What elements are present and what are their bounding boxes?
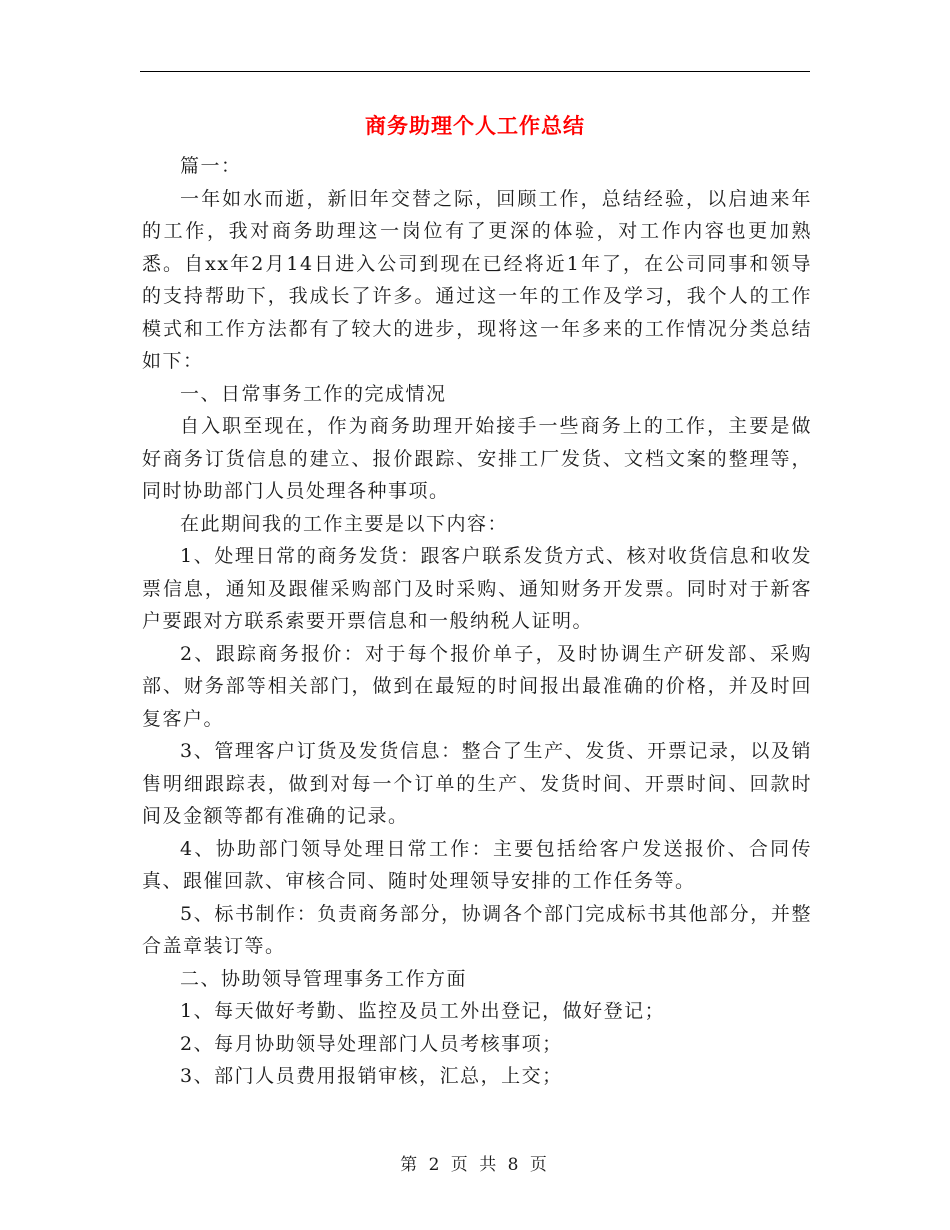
- document-title: 商务助理个人工作总结: [365, 113, 585, 138]
- header-rule: [140, 71, 810, 72]
- list-item: 3、管理客户订货及发货信息：整合了生产、发货、开票记录，以及销售明细跟踪表，做到对每一个订单的生产、发货时间、开票时间、回款时间及金额等都有准确的记录。: [142, 740, 812, 827]
- paragraph: 一年如水而逝，新旧年交替之际，回顾工作，总结经验，以启迪来年的工作，我对商务助理这一岗位有了更深的体验，对工作内容也更加熟悉。自xx年2月14日进入公司到现在已经将近1年了，在公司同事和领导的支持帮助下，我成长了许多。通过这一年的工作及学习，我个人的工作模式和工作方法都有了较大的进步，现将这一年多来的工作情况分类总结如下：: [142, 187, 812, 372]
- paragraph: 在此期间我的工作主要是以下内容：: [180, 512, 509, 535]
- list-item: 1、每天做好考勤、监控及员工外出登记，做好登记；: [180, 1000, 666, 1022]
- section-heading: 二、协助领导管理事务工作方面: [180, 967, 468, 990]
- paragraph: 篇一：: [180, 155, 242, 177]
- list-item: 3、部门人员费用报销审核，汇总，上交；: [180, 1065, 563, 1087]
- list-item: 2、跟踪商务报价：对于每个报价单子，及时协调生产研发部、采购部、财务部等相关部门，做到在最短的时间报出最准确的价格，并及时回复客户。: [142, 642, 812, 730]
- section-heading: 一、日常事务工作的完成情况: [180, 382, 447, 405]
- list-item: 4、协助部门领导处理日常工作：主要包括给客户发送报价、合同传真、跟催回款、审核合同、随时处理领导安排的工作任务等。: [142, 837, 812, 892]
- list-item: 5、标书制作：负责商务部分，协调各个部门完成标书其他部分，并整合盖章装订等。: [142, 902, 812, 957]
- list-item: 1、处理日常的商务发货：跟客户联系发货方式、核对收货信息和收发票信息，通知及跟催采购部门及时采购、通知财务开发票。同时对于新客户要跟对方联系索要开票信息和一般纳税人证明。: [142, 545, 812, 632]
- document-body: [142, 150, 812, 1093]
- page-number: 第 2 页 共 8 页: [400, 1155, 550, 1175]
- paragraph: 自入职至现在，作为商务助理开始接手一些商务上的工作，主要是做好商务订货信息的建立、报价跟踪、安排工厂发货、文档文案的整理等，同时协助部门人员处理各种事项。: [142, 415, 812, 502]
- list-item: 2、每月协助领导处理部门人员考核事项；: [180, 1032, 563, 1055]
